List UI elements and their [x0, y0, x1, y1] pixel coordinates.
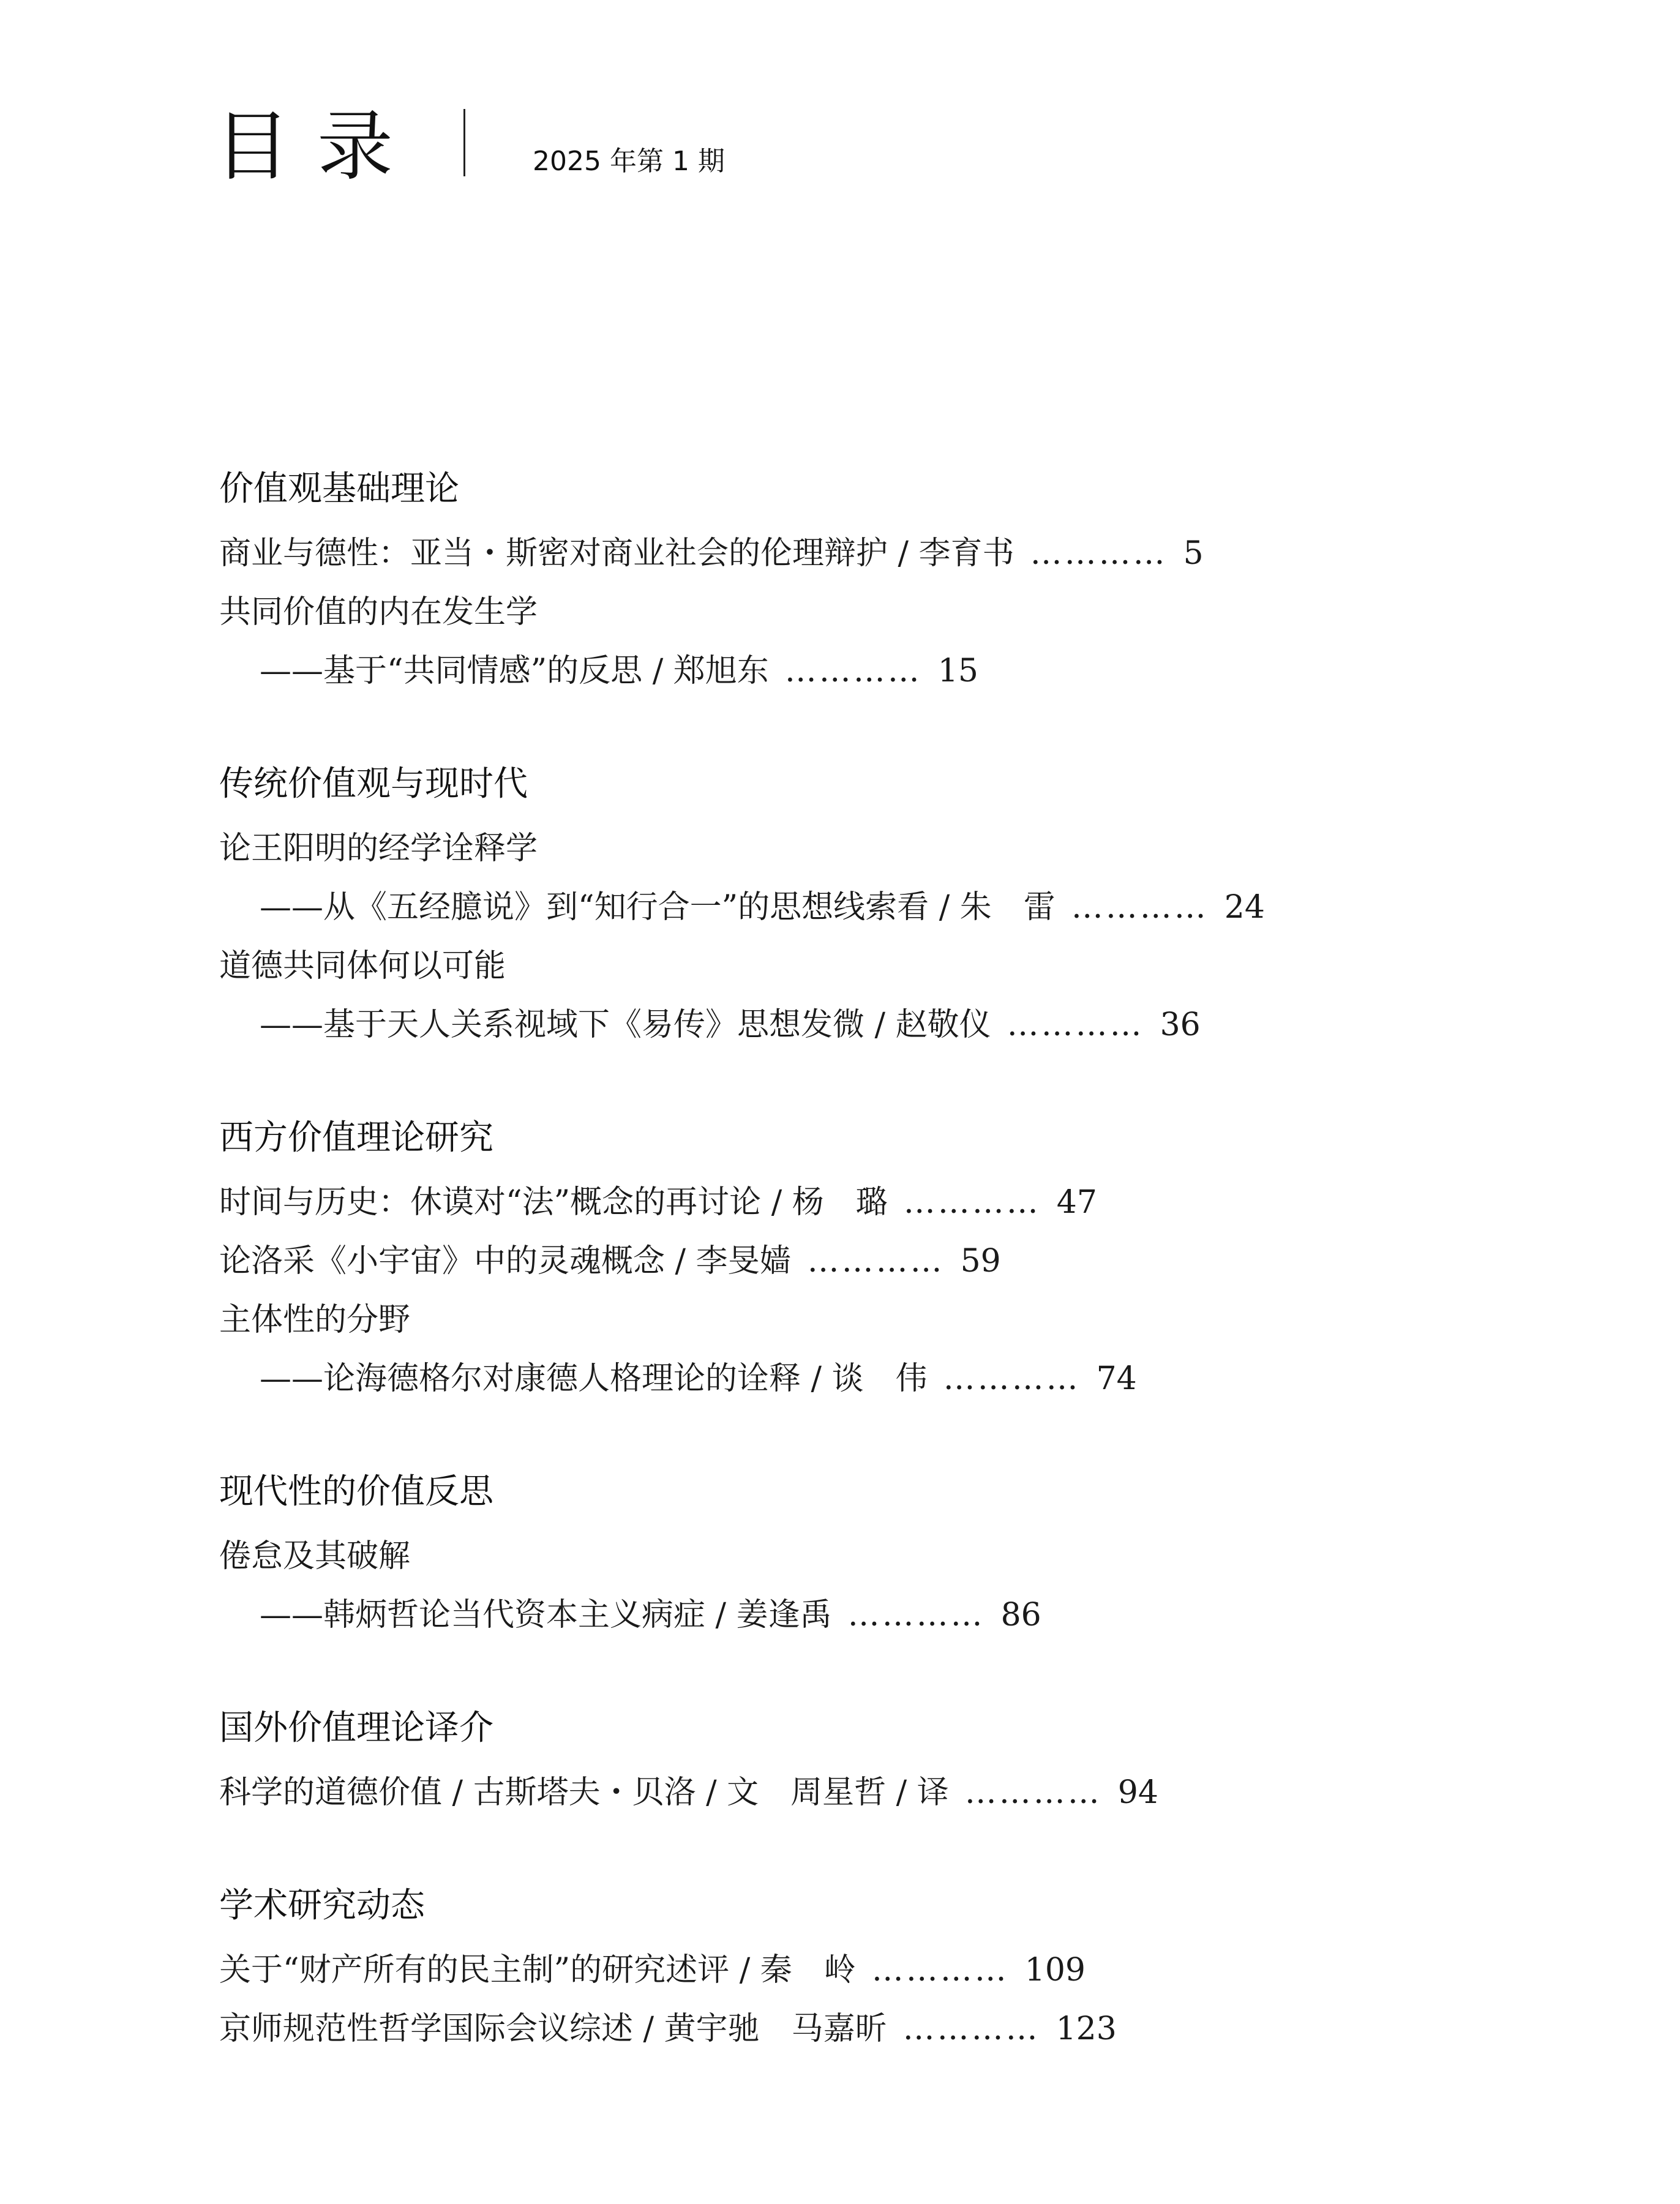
dot-leader: …………	[807, 1243, 945, 1280]
page-title: 目录	[214, 103, 421, 191]
entry-text: 论洛采《小宇宙》中的灵魂概念 / 李旻嫱	[219, 1243, 792, 1280]
article-title[interactable]	[219, 1527, 1566, 1586]
article-title[interactable]	[219, 819, 1566, 878]
page-number: 47	[1056, 1184, 1097, 1221]
entry-text: 京师规范性哲学国际会议综述 / 黄宇驰 马嘉昕	[219, 2011, 887, 2047]
dot-leader: …………	[1030, 535, 1168, 572]
article-title[interactable]	[219, 1291, 1566, 1349]
toc-section	[219, 1704, 1566, 1822]
title-divider	[463, 109, 465, 176]
dot-leader: …………	[1007, 1006, 1144, 1043]
dot-leader: …………	[784, 653, 922, 689]
article-title[interactable]	[219, 2000, 1566, 2058]
toc-section	[219, 760, 1566, 1054]
article-title[interactable]	[219, 1941, 1566, 2000]
toc-section	[219, 1114, 1566, 1408]
entry-text: ——论海德格尔对康德人格理论的诠释 / 谈 伟	[260, 1360, 928, 1397]
article-subtitle[interactable]	[219, 995, 1566, 1054]
section-title: 价值观基础理论	[219, 469, 459, 509]
page-number: 109	[1024, 1952, 1086, 1988]
dot-leader: …………	[943, 1360, 1081, 1397]
entry-text: 商业与德性：亚当・斯密对商业社会的伦理辩护 / 李育书	[219, 535, 1014, 572]
entry-text: 时间与历史：休谟对“法”概念的再讨论 / 杨 璐	[219, 1184, 888, 1221]
entry-text: 道德共同体何以可能	[219, 948, 506, 984]
entry-text: ——韩炳哲论当代资本主义病症 / 姜逢禹	[260, 1597, 832, 1633]
article-title[interactable]	[219, 937, 1566, 995]
page-number: 86	[1000, 1597, 1041, 1633]
article-subtitle[interactable]	[219, 642, 1566, 700]
entry-text: ——从《五经臆说》到“知行合一”的思想线索看 / 朱 雷	[260, 889, 1056, 926]
entry-text: ——基于“共同情感”的反思 / 郑旭东	[260, 653, 769, 689]
entry-text: 共同价值的内在发生学	[219, 594, 538, 631]
article-subtitle[interactable]	[219, 1586, 1566, 1644]
page-number: 123	[1056, 2011, 1117, 2047]
page-number: 36	[1160, 1006, 1201, 1043]
dot-leader: …………	[871, 1952, 1009, 1988]
issue-label: 2025 年第 1 期	[533, 146, 725, 177]
article-subtitle[interactable]	[219, 878, 1566, 937]
page-number: 74	[1096, 1360, 1137, 1397]
page-number: 5	[1183, 535, 1204, 572]
article-title[interactable]	[219, 1173, 1566, 1232]
entry-text: ——基于天人关系视域下《易传》思想发微 / 赵敬仪	[260, 1006, 991, 1043]
toc-section	[219, 1468, 1566, 1644]
section-title: 现代性的价值反思	[219, 1472, 493, 1512]
article-title[interactable]	[219, 524, 1566, 583]
table-of-contents	[219, 465, 1566, 2118]
entry-text: 科学的道德价值 / 古斯塔夫・贝洛 / 文 周星哲 / 译	[219, 1774, 949, 1811]
article-title[interactable]	[219, 1763, 1566, 1822]
section-title: 学术研究动态	[219, 1886, 425, 1925]
article-title[interactable]	[219, 583, 1566, 642]
section-title: 西方价值理论研究	[219, 1118, 493, 1158]
dot-leader: …………	[1071, 889, 1209, 926]
entry-text: 主体性的分野	[219, 1302, 411, 1338]
article-title[interactable]	[219, 1232, 1566, 1291]
toc-section	[219, 1882, 1566, 2058]
section-title: 国外价值理论译介	[219, 1708, 493, 1748]
entry-text: 关于“财产所有的民主制”的研究述评 / 秦 岭	[219, 1952, 856, 1988]
toc-section	[219, 465, 1566, 700]
section-title: 传统价值观与现时代	[219, 764, 528, 804]
article-subtitle[interactable]	[219, 1349, 1566, 1408]
entry-text: 倦怠及其破解	[219, 1538, 411, 1575]
dot-leader: …………	[847, 1597, 985, 1633]
dot-leader: …………	[902, 2011, 1040, 2047]
dot-leader: …………	[964, 1774, 1102, 1811]
page-number: 24	[1224, 889, 1265, 926]
page-number: 94	[1117, 1774, 1158, 1811]
entry-text: 论王阳明的经学诠释学	[219, 830, 538, 867]
dot-leader: …………	[903, 1184, 1041, 1221]
page-number: 59	[960, 1243, 1001, 1280]
page-number: 15	[937, 653, 978, 689]
